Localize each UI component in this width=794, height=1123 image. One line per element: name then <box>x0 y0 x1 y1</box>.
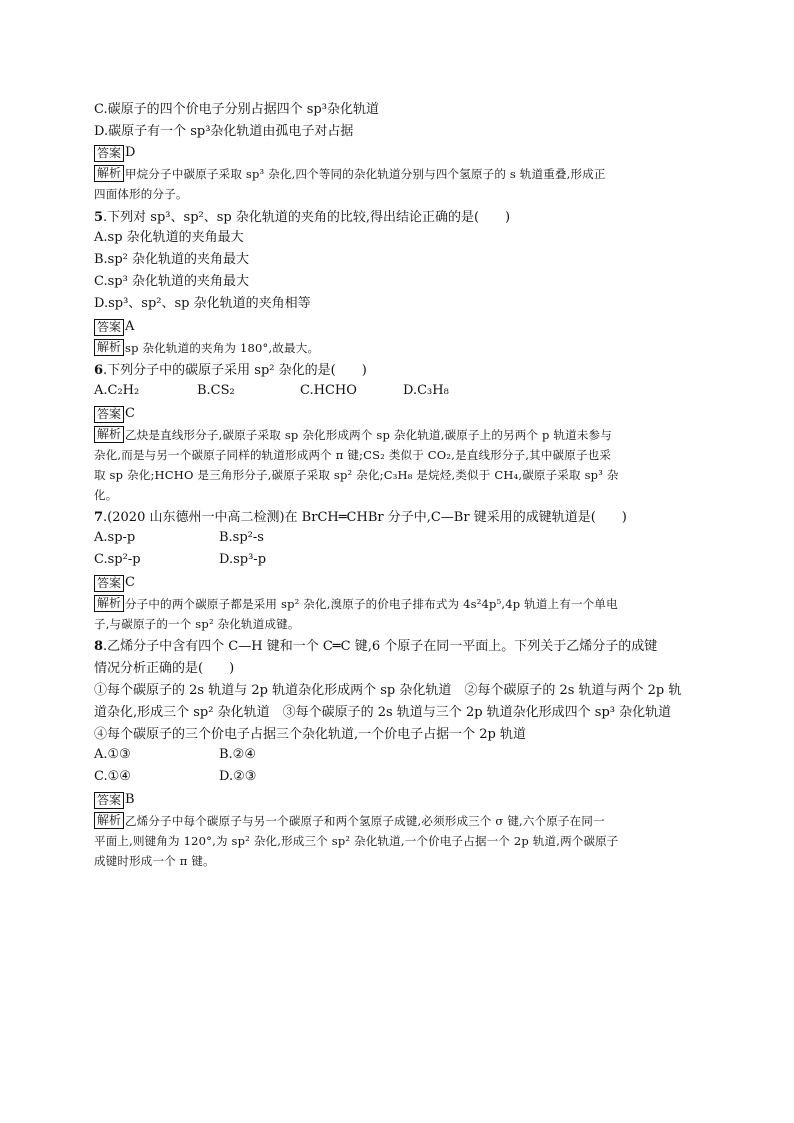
q7-options-row-2 <box>94 549 702 571</box>
q8-statement: 道杂化,形成三个 sp² 杂化轨道 ③每个碳原子的 2s 轨道与三个 2p 轨道杂化形成四个 sp³ 杂化轨道 <box>94 705 672 720</box>
q7-explanation-line: 子,与碳原子的一个 sp² 杂化轨道成键。 <box>94 617 300 631</box>
q8-explanation-line: 成键时形成一个 π 键。 <box>94 854 215 868</box>
q8-statement: ①每个碳原子的 2s 轨道与 2p 轨道杂化形成两个 sp 杂化轨道 ②每个碳原子的 2s 轨道与两个 2p 轨 <box>94 683 682 698</box>
q8-options-row-2 <box>94 766 702 788</box>
q5-stem <box>94 208 702 227</box>
q5-option: B.sp² 杂化轨道的夹角最大 <box>94 252 250 267</box>
q6-answer: C <box>125 406 135 421</box>
q8-option: D.②③ <box>219 769 257 784</box>
q7-option: C.sp²-p <box>94 552 141 567</box>
q8-stem <box>94 637 702 656</box>
q8-option: C.①④ <box>94 769 131 784</box>
q6-number: 6 <box>94 363 104 378</box>
q8-answer-row <box>94 790 702 810</box>
q7-number: 7 <box>94 510 104 525</box>
q7-options-row-1 <box>94 527 702 549</box>
q4-explanation-line: 甲烷分子中碳原子采取 sp³ 杂化,四个等同的杂化轨道分别与四个氢原子的 s 轨道重叠,形成正 <box>125 167 606 181</box>
q7-answer: C <box>125 575 135 590</box>
q4-option-d: D.碳原子有一个 sp³杂化轨道由孤电子对占据 <box>94 124 354 139</box>
q5-option: D.sp³、sp²、sp 杂化轨道的夹角相等 <box>94 296 311 311</box>
answer-tag: 答案 <box>94 319 124 336</box>
q6-explanation-line: 化。 <box>94 488 118 502</box>
q8-options-row-1 <box>94 744 702 766</box>
answer-tag: 答案 <box>94 575 124 592</box>
q6-explanation-line: 杂化,而是与另一个碳原子同样的轨道形成两个 π 键;CS₂ 类似于 CO₂,是直线形分子,其中碳原子也采 <box>94 448 612 462</box>
q5-answer-row <box>94 317 702 337</box>
explain-tag: 解析 <box>94 165 124 182</box>
q7-option: A.sp-p <box>94 530 136 545</box>
q5-number: 5 <box>94 210 104 225</box>
explain-tag: 解析 <box>94 595 124 612</box>
q8-stem-cont: 情况分析正确的是( ) <box>94 661 235 676</box>
q7-stem <box>94 508 702 527</box>
answer-tag: 答案 <box>94 406 124 423</box>
q7-stem-text: .(2020 山东德州一中高二检测)在 BrCH═CHBr 分子中,C—Br 键采用的成键轨道是( ) <box>103 510 627 525</box>
q5-answer: A <box>125 319 135 334</box>
q4-explanation-line: 四面体形的分子。 <box>94 187 188 201</box>
q4-answer: D <box>125 145 136 160</box>
q8-number: 8 <box>94 639 104 654</box>
q6-explanation-line: 乙炔是直线形分子,碳原子采取 sp 杂化形成两个 sp 杂化轨道,碳原子上的另两个 p 轨道未参与 <box>125 428 612 442</box>
q8-answer: B <box>125 792 135 807</box>
q8-option: A.①③ <box>94 747 131 762</box>
q6-stem <box>94 361 702 380</box>
q6-explanation-line: 取 sp 杂化;HCHO 是三角形分子,碳原子采取 sp² 杂化;C₃H₈ 是烷烃,类似于 CH₄,碳原子采取 sp³ 杂 <box>94 468 619 482</box>
q6-options <box>94 380 702 402</box>
q5-option: C.sp³ 杂化轨道的夹角最大 <box>94 274 249 289</box>
q4-answer-row <box>94 143 702 163</box>
worksheet-page <box>94 98 702 871</box>
q8-stem-text: .乙烯分子中含有四个 C—H 键和一个 C═C 键,6 个原子在同一平面上。下列关于乙烯分子的成键 <box>103 639 658 654</box>
q6-option: A.C₂H₂ <box>94 383 140 398</box>
q4-explanation <box>94 164 702 204</box>
q7-answer-row <box>94 573 702 593</box>
q5-option: A.sp 杂化轨道的夹角最大 <box>94 230 244 245</box>
q5-explanation <box>94 338 702 358</box>
explain-tag: 解析 <box>94 812 124 829</box>
q6-stem-text: .下列分子中的碳原子采用 sp² 杂化的是( ) <box>103 363 367 378</box>
answer-tag: 答案 <box>94 145 124 162</box>
q6-answer-row <box>94 404 702 424</box>
q5-stem-text: .下列对 sp³、sp²、sp 杂化轨道的夹角的比较,得出结论正确的是( ) <box>103 210 511 225</box>
answer-tag: 答案 <box>94 792 124 809</box>
q7-option: D.sp³-p <box>219 552 267 567</box>
explain-tag: 解析 <box>94 426 124 443</box>
q8-option: B.②④ <box>219 747 256 762</box>
q6-explanation <box>94 425 702 505</box>
q8-statement: ④每个碳原子的三个价电子占据三个杂化轨道,一个价电子占据一个 2p 轨道 <box>94 727 526 742</box>
q6-option: D.C₃H₈ <box>403 383 449 398</box>
q8-explanation <box>94 811 702 871</box>
q7-option: B.sp²-s <box>219 530 264 545</box>
q8-explanation-line: 平面上,则键角为 120°,为 sp² 杂化,形成三个 sp² 杂化轨道,一个价电子占据一个 2p 轨道,两个碳原子 <box>94 834 619 848</box>
q7-explanation-line: 分子中的两个碳原子都是采用 sp² 杂化,溴原子的价电子排布式为 4s²4p⁵,4p 轨道上有一个单电 <box>125 597 618 611</box>
q5-explanation-line: sp 杂化轨道的夹角为 180°,故最大。 <box>125 341 320 355</box>
q6-option: B.CS₂ <box>197 383 235 398</box>
q8-explanation-line: 乙烯分子中每个碳原子与另一个碳原子和两个氢原子成键,必须形成三个 σ 键,六个原子在同一 <box>125 814 605 828</box>
q7-explanation <box>94 594 702 634</box>
q6-option: C.HCHO <box>300 383 357 398</box>
explain-tag: 解析 <box>94 339 124 356</box>
q4-option-c: C.碳原子的四个价电子分别占据四个 sp³杂化轨道 <box>94 102 379 117</box>
